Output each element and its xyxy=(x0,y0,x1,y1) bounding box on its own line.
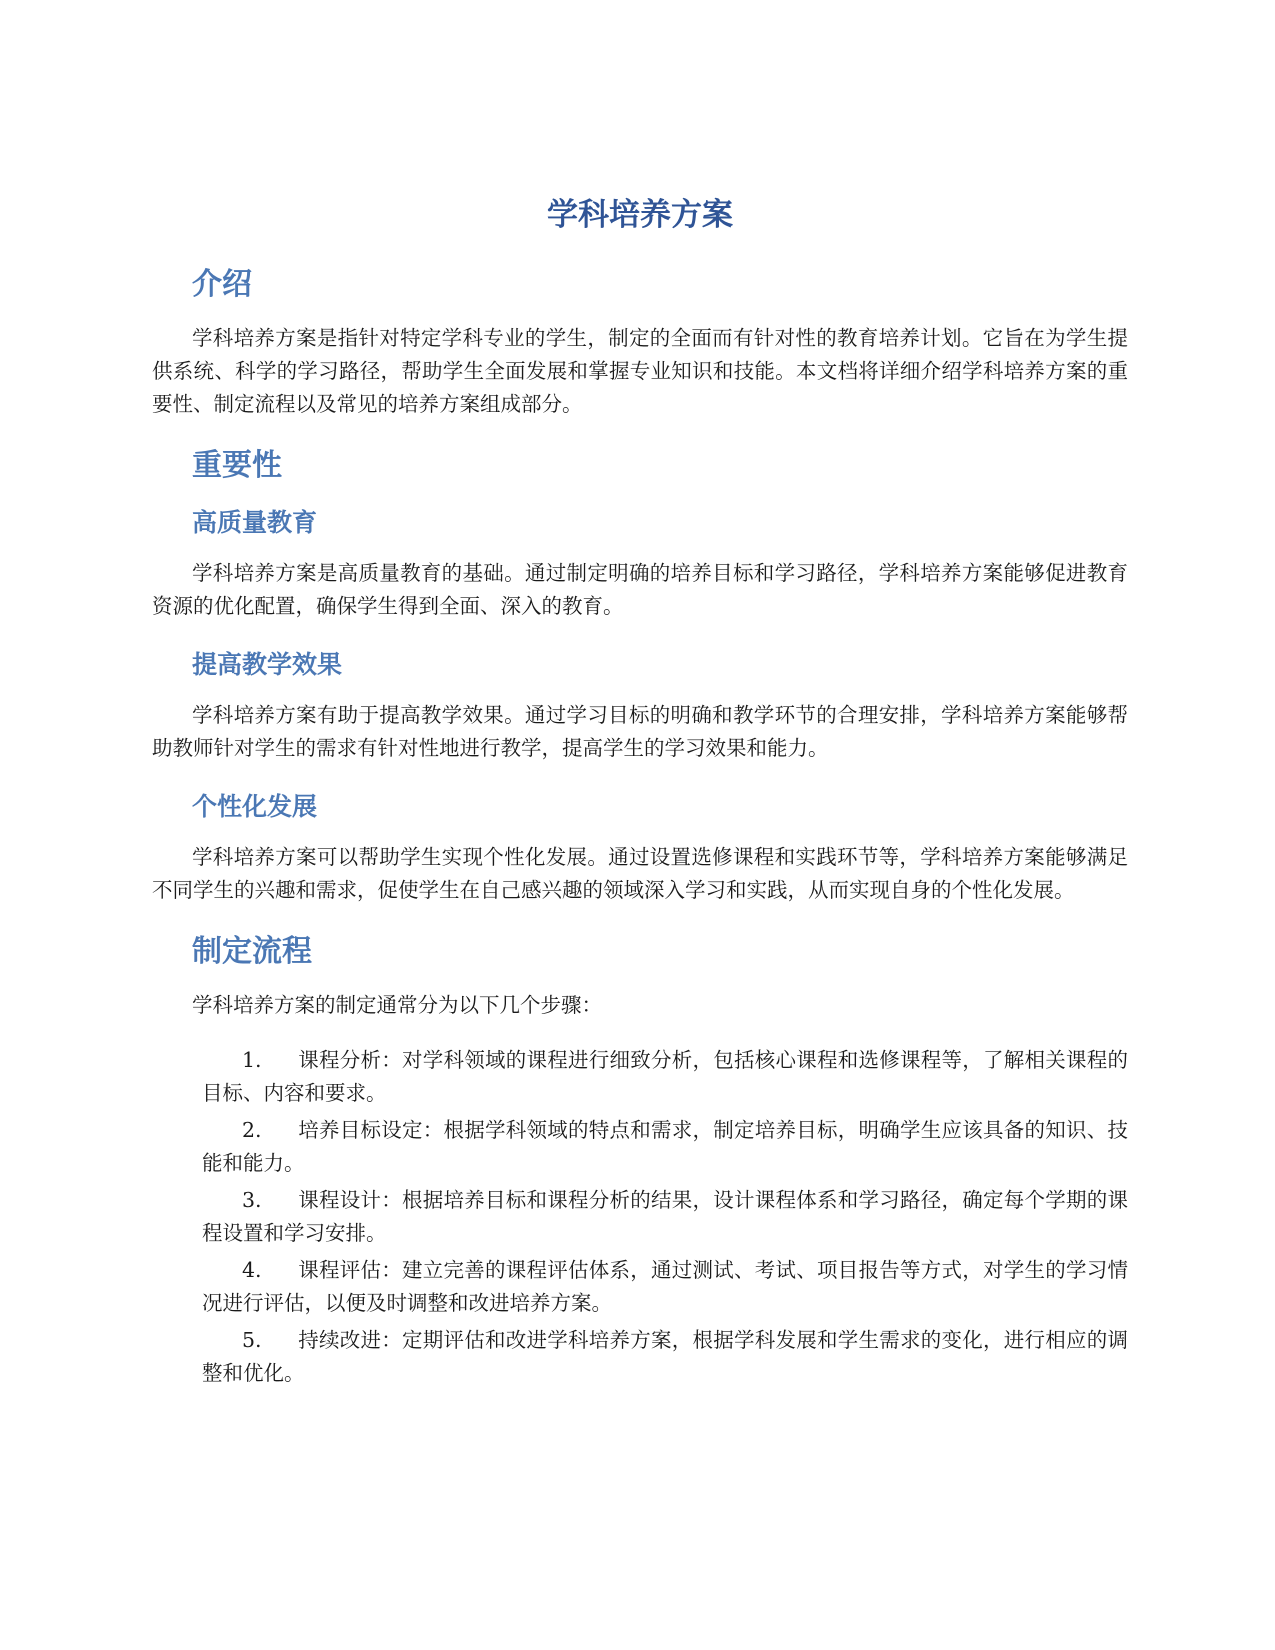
step-text: 课程评估：建立完善的课程评估体系，通过测试、考试、项目报告等方式，对学生的学习情况进行评估，以便及时调整和改进培养方案。 xyxy=(202,1258,1128,1315)
step-number: 1. xyxy=(242,1048,262,1072)
intro-paragraph: 学科培养方案是指针对特定学科专业的学生，制定的全面而有针对性的教育培养计划。它旨在为学生提供系统、科学的学习路径，帮助学生全面发展和掌握专业知识和技能。本文档将详细介绍学科培养方案的重要性、制定流程以及常见的培养方案组成部分。 xyxy=(152,326,1128,416)
step-number: 5. xyxy=(242,1328,262,1352)
step-number: 3. xyxy=(242,1188,262,1212)
document-title: 学科培养方案 xyxy=(547,197,733,233)
list-item xyxy=(202,1044,1128,1110)
teaching-effect-paragraph: 学科培养方案有助于提高教学效果。通过学习目标的明确和教学环节的合理安排，学科培养方案能够帮助教师针对学生的需求有针对性地进行教学，提高学生的学习效果和能力。 xyxy=(152,703,1128,760)
quality-education-paragraph: 学科培养方案是高质量教育的基础。通过制定明确的培养目标和学习路径，学科培养方案能够促进教育资源的优化配置，确保学生得到全面、深入的教育。 xyxy=(152,561,1128,618)
heading-intro: 介绍 xyxy=(192,267,252,302)
step-text: 课程分析：对学科领域的课程进行细致分析，包括核心课程和选修课程等，了解相关课程的目标、内容和要求。 xyxy=(202,1048,1128,1105)
list-item xyxy=(202,1184,1128,1250)
heading-teaching-effect: 提高教学效果 xyxy=(192,650,343,679)
personalized-development-paragraph: 学科培养方案可以帮助学生实现个性化发展。通过设置选修课程和实践环节等，学科培养方案能够满足不同学生的兴趣和需求，促使学生在自己感兴趣的领域深入学习和实践，从而实现自身的个性化发展。 xyxy=(152,845,1128,902)
list-item xyxy=(202,1114,1128,1180)
step-text: 培养目标设定：根据学科领域的特点和需求，制定培养目标，明确学生应该具备的知识、技能和能力。 xyxy=(202,1118,1128,1175)
step-text: 持续改进：定期评估和改进学科培养方案，根据学科发展和学生需求的变化，进行相应的调整和优化。 xyxy=(202,1328,1128,1385)
step-number: 4. xyxy=(242,1258,262,1282)
list-item xyxy=(202,1324,1128,1390)
heading-quality-education: 高质量教育 xyxy=(192,508,318,537)
document-page xyxy=(152,190,1128,1394)
process-steps-list xyxy=(202,1044,1128,1390)
heading-personalized-development: 个性化发展 xyxy=(192,792,318,821)
heading-importance: 重要性 xyxy=(192,448,282,483)
list-item xyxy=(202,1254,1128,1320)
step-number: 2. xyxy=(242,1118,262,1142)
heading-process: 制定流程 xyxy=(192,934,312,969)
process-intro-paragraph: 学科培养方案的制定通常分为以下几个步骤： xyxy=(192,993,602,1017)
step-text: 课程设计：根据培养目标和课程分析的结果，设计课程体系和学习路径，确定每个学期的课程设置和学习安排。 xyxy=(202,1188,1128,1245)
